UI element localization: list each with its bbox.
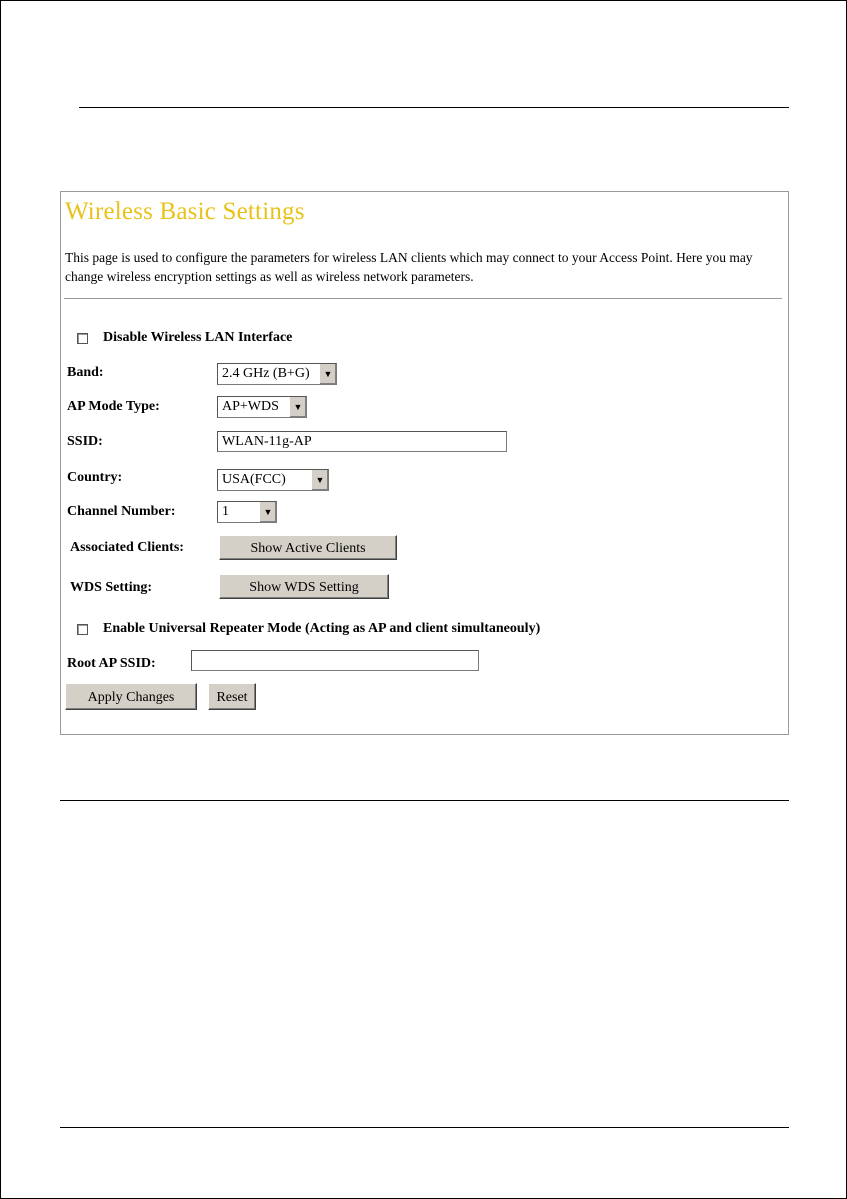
chevron-down-icon: ▼ (259, 502, 276, 522)
section-rule (60, 800, 789, 801)
disable-wlan-label: Disable Wireless LAN Interface (103, 330, 293, 345)
title-separator (64, 298, 782, 299)
ap-mode-select[interactable] (217, 396, 307, 418)
wds-setting-label: WDS Setting: (70, 580, 153, 595)
page-description: This page is used to configure the parameters for wireless LAN clients which may connect to your Access Point. Here you may change wireless encryption settings as well as wireless network parameters. (65, 250, 753, 284)
band-select-value: 2.4 GHz (B+G) (222, 366, 310, 381)
universal-repeater-checkbox[interactable] (77, 624, 88, 635)
header-rule (79, 107, 789, 108)
ap-mode-label: AP Mode Type: (67, 399, 160, 414)
universal-repeater-label: Enable Universal Repeater Mode (Acting as AP and client simultaneouly) (103, 621, 541, 636)
channel-select-value: 1 (222, 504, 229, 519)
associated-clients-label: Associated Clients: (70, 540, 184, 555)
reset-button[interactable]: Reset (208, 683, 256, 710)
disable-wlan-row (77, 330, 292, 346)
country-select[interactable] (217, 469, 329, 491)
channel-label: Channel Number: (67, 504, 176, 519)
ssid-label: SSID: (67, 434, 103, 449)
disable-wlan-checkbox[interactable] (77, 333, 88, 344)
universal-repeater-row (77, 621, 540, 637)
chevron-down-icon: ▼ (319, 364, 336, 384)
show-active-clients-button[interactable]: Show Active Clients (219, 535, 397, 560)
footer-rule (60, 1127, 789, 1128)
chevron-down-icon: ▼ (311, 470, 328, 490)
chevron-down-icon: ▼ (289, 397, 306, 417)
band-select[interactable] (217, 363, 337, 385)
ssid-input[interactable] (217, 431, 507, 452)
show-wds-setting-button[interactable]: Show WDS Setting (219, 574, 389, 599)
wireless-settings-panel (60, 191, 789, 735)
root-ap-ssid-input[interactable] (191, 650, 479, 671)
apply-changes-button[interactable]: Apply Changes (65, 683, 197, 710)
channel-select[interactable] (217, 501, 277, 523)
page-title: Wireless Basic Settings (65, 198, 305, 225)
band-label: Band: (67, 365, 104, 380)
ap-mode-select-value: AP+WDS (222, 399, 279, 414)
root-ap-ssid-label: Root AP SSID: (67, 656, 156, 671)
country-label: Country: (67, 470, 123, 485)
country-select-value: USA(FCC) (222, 472, 286, 487)
